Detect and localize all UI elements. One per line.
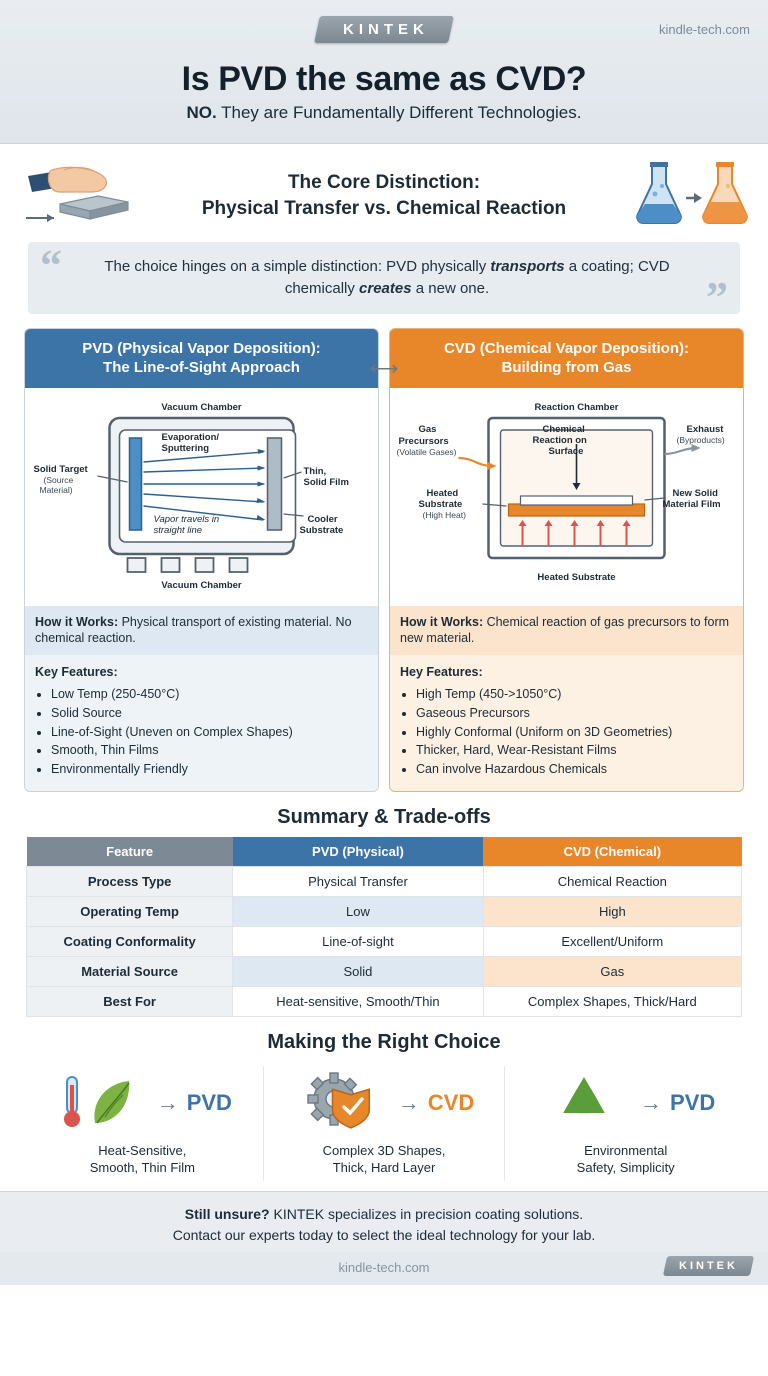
core-distinction-section <box>0 144 768 238</box>
table-header-row <box>27 837 742 867</box>
cvd-chem-line-2: Reaction on <box>532 434 587 446</box>
summary-title: Summary & Trade-offs <box>277 805 491 828</box>
cvd-how-label: How it Works: <box>400 614 484 629</box>
choice-arrow-icon: → <box>156 1089 179 1115</box>
pvd-solid-film-label: Solid Film <box>303 476 349 488</box>
choice-caption-line-1: Complex 3D Shapes, <box>322 1142 446 1158</box>
quote-emphasis-2: creates <box>359 279 412 297</box>
cell-feature: Process Type <box>27 866 233 896</box>
cvd-features-list <box>400 685 733 779</box>
cvd-chem-line-3: Surface <box>548 445 584 457</box>
close-quote-icon: ” <box>706 272 728 322</box>
pvd-vapor-line-1: Vapor travels in <box>153 513 220 525</box>
cvd-bottom-label: Heated Substrate <box>537 571 616 583</box>
pvd-card <box>24 328 379 792</box>
list-item: • Smooth, Thin Films <box>51 741 368 760</box>
list-item: • Low Temp (250-450°C) <box>51 685 368 704</box>
cell-feature: Material Source <box>27 956 233 986</box>
footer-line-2: Contact our experts today to select the ideal technology for your lab. <box>172 1226 596 1243</box>
choice-caption <box>28 1142 257 1177</box>
center-divider-line <box>383 314 385 792</box>
pvd-diagram-svg <box>31 396 372 614</box>
cell-cvd: Gas <box>483 956 741 986</box>
cell-pvd: Heat-sensitive, Smooth/Thin <box>233 986 483 1016</box>
page-footer <box>0 1191 768 1252</box>
kintek-logo-text: KINTEK <box>343 20 429 38</box>
choice-arrow-icon: → <box>397 1089 420 1115</box>
choice-title: Making the Right Choice <box>267 1030 501 1053</box>
pvd-bottom-label: Vacuum Chamber <box>161 579 242 591</box>
cvd-new-line-1: New Solid <box>672 487 718 499</box>
pvd-solid-target-sub-1: (Source <box>43 474 74 485</box>
pvd-vapor-line-2: straight line <box>153 524 203 536</box>
pvd-thin-label: Thin, <box>303 465 327 477</box>
cvd-card <box>389 328 744 792</box>
footer-line-1-bold: Still unsure? <box>184 1205 270 1222</box>
choice-caption <box>270 1142 499 1177</box>
thermometer-leaf-icon <box>53 1071 149 1135</box>
table-row <box>27 866 742 896</box>
open-quote-icon: “ <box>40 241 62 290</box>
kintek-logo-footer <box>663 1256 754 1276</box>
choice-item-complex-shapes <box>263 1066 505 1181</box>
cvd-new-line-2: Material Film <box>662 498 721 510</box>
cvd-card-header <box>390 329 743 388</box>
choice-row <box>511 1070 740 1136</box>
choice-caption <box>511 1142 740 1177</box>
table-row <box>27 986 742 1016</box>
list-item: • Environmentally Friendly <box>51 760 368 779</box>
footer-line-1 <box>10 1204 758 1225</box>
cvd-diagram-svg <box>396 396 737 614</box>
pvd-solid-target-sub-2: Material) <box>39 484 73 495</box>
choice-caption-line-2: Smooth, Thin Film <box>89 1160 195 1176</box>
pvd-evaporation-label: Evaporation/ <box>161 431 220 443</box>
cvd-gas-line-2: Precursors <box>398 435 449 447</box>
quote-part-3: a new one. <box>411 279 490 297</box>
cell-cvd: Complex Shapes, Thick/Hard <box>483 986 741 1016</box>
pvd-sputtering-label: Sputtering <box>161 442 209 454</box>
choice-tag: CVD <box>427 1089 475 1115</box>
footer-bottom-bar <box>0 1252 768 1285</box>
choice-tag: PVD <box>670 1089 716 1115</box>
cvd-head-line-2: Building from Gas <box>501 359 632 376</box>
cell-cvd: Chemical Reaction <box>483 866 741 896</box>
cvd-how-text: Chemical reaction of gas precursors to form new material. <box>400 614 730 646</box>
page-subtitle-rest: They are Fundamentally Different Technologies. <box>216 103 582 122</box>
hand-and-block-illustration <box>20 158 140 234</box>
cvd-features-label: Hey Features: <box>400 665 483 680</box>
pvd-head-line-2: The Line-of-Sight Approach <box>103 359 300 376</box>
choice-caption-line-1: Heat-Sensitive, <box>98 1142 187 1158</box>
gear-shield-icon <box>294 1071 390 1135</box>
cell-pvd: Physical Transfer <box>233 866 483 896</box>
choice-caption-line-1: Environmental <box>584 1142 668 1158</box>
choice-arrow-icon: → <box>640 1089 663 1115</box>
recycle-icon <box>536 1071 632 1135</box>
page-title: Is PVD the same as CVD? <box>181 60 587 98</box>
choice-row <box>28 1070 257 1136</box>
cell-pvd: Line-of-sight <box>233 926 483 956</box>
kintek-logo <box>314 16 454 43</box>
core-line-1: The Core Distinction: <box>287 172 481 194</box>
pvd-features-list <box>35 685 368 779</box>
pvd-how-label: How it Works: <box>35 614 119 629</box>
page-header <box>0 0 768 144</box>
cvd-top-label: Reaction Chamber <box>534 401 619 413</box>
table-row <box>27 956 742 986</box>
pvd-head-line-1: PVD (Physical Vapor Deposition): <box>82 339 321 357</box>
footer-url: kindle-tech.com <box>338 1259 430 1275</box>
site-url-top: kindle-tech.com <box>658 22 750 37</box>
pvd-features <box>25 655 378 791</box>
cvd-head-line-1: CVD (Chemical Vapor Deposition): <box>443 339 690 357</box>
core-distinction-title <box>150 170 618 221</box>
pvd-features-label: Key Features: <box>35 665 118 680</box>
pvd-cooler-label: Cooler <box>307 513 338 525</box>
pvd-diagram <box>25 388 378 606</box>
cvd-exhaust-sub: (Byproducts) <box>676 434 725 445</box>
cell-pvd: Solid <box>233 956 483 986</box>
comparison-columns <box>0 314 768 792</box>
cell-feature: Best For <box>27 986 233 1016</box>
choice-tag: PVD <box>186 1089 232 1115</box>
cell-cvd: High <box>483 896 741 926</box>
choice-caption-line-2: Safety, Simplicity <box>576 1160 675 1176</box>
choice-row <box>270 1070 499 1136</box>
th-pvd: PVD (Physical) <box>233 837 483 867</box>
cvd-chem-line-1: Chemical <box>542 423 585 435</box>
list-item: • Can involve Hazardous Chemicals <box>416 760 733 779</box>
table-row <box>27 896 742 926</box>
cvd-gas-line-1: Gas <box>418 423 437 435</box>
quote-section <box>0 238 768 322</box>
footer-line-1-rest: KINTEK specializes in precision coating solutions. <box>269 1205 584 1222</box>
pvd-how-text: Physical transport of existing material. No chemical reaction. <box>35 614 352 646</box>
cvd-gas-sub: (Volatile Gases) <box>396 446 457 457</box>
quote-part-1: The choice hinges on a simple distinction: PVD physically <box>104 258 491 275</box>
flasks-illustration <box>628 158 748 234</box>
cvd-heated-line-1: Heated <box>426 487 459 499</box>
th-feature: Feature <box>27 837 233 867</box>
quote-box <box>28 241 740 322</box>
list-item: • High Temp (450->1050°C) <box>416 685 733 704</box>
choice-item-heat-sensitive <box>22 1066 263 1181</box>
pvd-top-label: Vacuum Chamber <box>161 401 242 413</box>
list-item: • Solid Source <box>51 704 368 723</box>
list-item: • Line-of-Sight (Uneven on Complex Shapes) <box>51 723 368 742</box>
cvd-exhaust-label: Exhaust <box>686 423 724 435</box>
core-line-2: Physical Transfer vs. Chemical Reaction <box>201 198 567 219</box>
quote-part-2: a coating; CVD chemically <box>284 258 670 297</box>
list-item: • Thicker, Hard, Wear-Resistant Films <box>416 741 733 760</box>
pvd-solid-target-label: Solid Target <box>33 463 88 475</box>
cell-feature: Operating Temp <box>27 896 233 926</box>
list-item: • Highly Conformal (Uniform on 3D Geometries) <box>416 723 733 742</box>
cell-cvd: Excellent/Uniform <box>483 926 741 956</box>
brand-bar <box>0 14 768 44</box>
summary-table <box>26 837 742 1017</box>
cvd-features <box>390 655 743 791</box>
table-row <box>27 926 742 956</box>
cvd-heated-sub: (High Heat) <box>422 509 466 520</box>
cell-pvd: Low <box>233 896 483 926</box>
pvd-substrate-label: Substrate <box>299 524 344 536</box>
pvd-card-header <box>25 329 378 388</box>
quote-emphasis-1: transports <box>490 258 565 275</box>
cvd-diagram <box>390 388 743 606</box>
kintek-logo-footer-text: KINTEK <box>679 1259 738 1272</box>
choice-section <box>0 1062 768 1191</box>
th-cvd: CVD (Chemical) <box>483 837 741 867</box>
cvd-heated-line-2: Substrate <box>418 498 463 510</box>
page-subtitle-bold: NO. <box>186 103 217 122</box>
cell-feature: Coating Conformality <box>27 926 233 956</box>
choice-caption-line-2: Thick, Hard Layer <box>332 1160 436 1176</box>
choice-item-environmental <box>504 1066 746 1181</box>
list-item: • Gaseous Precursors <box>416 704 733 723</box>
page-subtitle <box>0 103 768 123</box>
compare-arrow-icon: ⟷ <box>369 357 399 380</box>
